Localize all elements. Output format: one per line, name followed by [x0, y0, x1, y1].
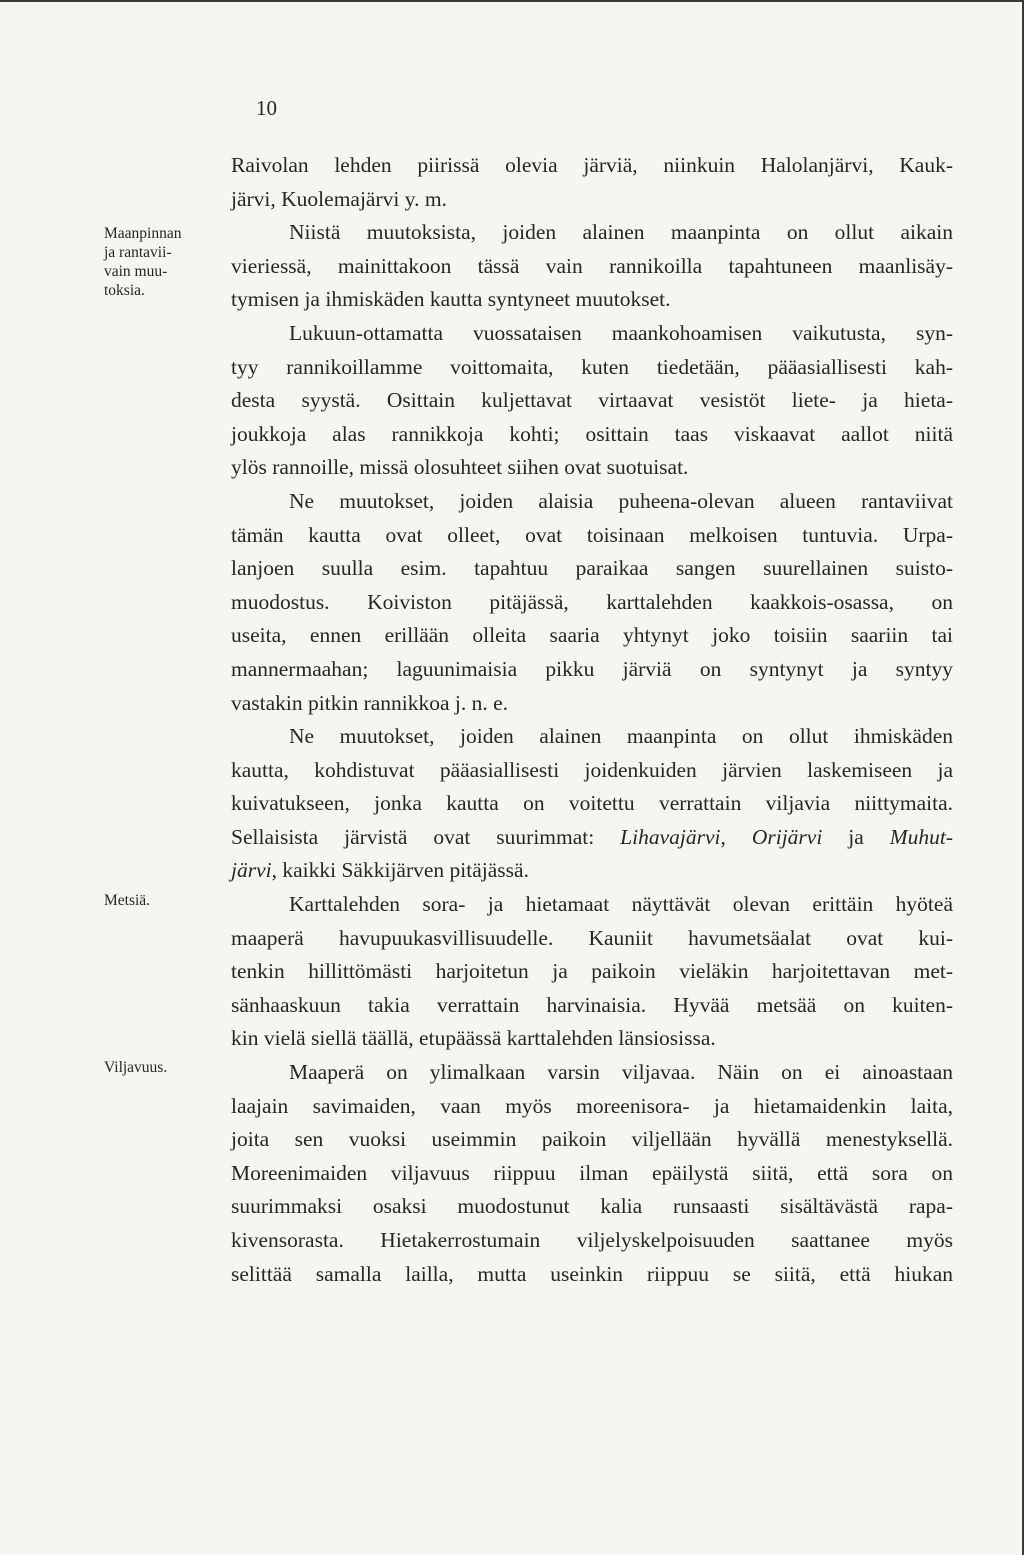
text-segment: kuivatukseen, jonka kautta on voitettu verrattain viljavia niittymaita. — [231, 791, 953, 816]
text-segment: desta syystä. Osittain kuljettavat virtaavat vesistöt liete- ja hieta- — [231, 388, 953, 413]
text-line — [231, 552, 953, 586]
text-line — [231, 149, 953, 183]
text-line — [231, 854, 953, 888]
text-line — [231, 1157, 953, 1191]
text-line — [231, 384, 953, 418]
text-line — [231, 586, 953, 620]
text-segment: , kaikki Säkkijärven pitäjässä. — [271, 858, 529, 883]
text-segment: Maaperä on ylimalkaan varsin viljavaa. Näin on ei ainoastaan — [289, 1060, 953, 1085]
text-segment: tyy rannikoillamme voittomaita, kuten tiedetään, pääasiallisesti kah- — [231, 354, 953, 379]
text-line — [231, 787, 953, 821]
text-segment: Niistä muutoksista, joiden alainen maanpinta on ollut aikain — [289, 220, 953, 245]
text-line — [231, 183, 953, 217]
text-segment: Karttalehden sora- ja hietamaat näyttävät olevan erittäin hyöteä — [289, 892, 953, 917]
margin-note-line: ja rantavii- — [104, 244, 172, 261]
body-text — [231, 149, 953, 1291]
text-segment: tymisen ja ihmiskäden kautta syntyneet muutokset. — [231, 287, 671, 312]
text-line — [231, 989, 953, 1023]
text-line — [231, 418, 953, 452]
margin-note-line: Maanpinnan — [104, 225, 182, 242]
text-line — [231, 653, 953, 687]
text-segment: muodostus. Koiviston pitäjässä, karttalehden kaakkois-osassa, on — [231, 589, 953, 614]
text-segment: joukkoja alas rannikkoja kohti; osittain taas viskaavat aallot niitä — [231, 421, 953, 446]
page-number: 10 — [256, 96, 277, 120]
text-segment: mannermaahan; laguunimaisia pikku järviä on syntynyt ja syntyy — [231, 656, 953, 681]
text-line — [231, 317, 953, 351]
text-segment: vastakin pitkin rannikkoa j. n. e. — [231, 690, 509, 715]
text-line — [231, 1258, 953, 1292]
margin-note-coastline — [104, 224, 229, 300]
italic-lake-name: Muhut- — [889, 824, 953, 849]
text-segment: kautta, kohdistuvat pääasiallisesti joidenkuiden järvien laskemiseen ja — [231, 757, 953, 782]
text-segment: järvi, Kuolemajärvi y. m. — [231, 186, 447, 211]
text-line — [231, 485, 953, 519]
text-line — [231, 1123, 953, 1157]
text-segment: ja — [822, 824, 890, 849]
text-line — [231, 687, 953, 721]
text-segment: kin vielä siellä täällä, etupäässä karttalehden länsiosissa. — [231, 1026, 716, 1051]
italic-lake-name: Orijärvi — [751, 824, 823, 849]
text-segment: ylös rannoille, missä olosuhteet siihen ovat suotuisat. — [231, 455, 689, 480]
italic-lake-name: järvi — [231, 858, 272, 883]
text-segment: joita sen vuoksi useimmin paikoin viljellään hyvällä menestyksellä. — [231, 1127, 953, 1152]
text-line — [231, 216, 953, 250]
text-line — [231, 888, 953, 922]
text-line — [231, 1022, 953, 1056]
text-segment: Raivolan lehden piirissä olevia järviä, niinkuin Halolanjärvi, Kauk- — [231, 153, 953, 177]
text-line — [231, 351, 953, 385]
text-line — [231, 1056, 953, 1090]
text-segment: , — [720, 824, 752, 849]
text-line — [231, 720, 953, 754]
text-line — [231, 955, 953, 989]
text-segment: Sellaisista järvistä ovat suurimmat: — [231, 824, 621, 849]
text-line — [231, 283, 953, 317]
text-segment: kivensorasta. Hietakerrostumain viljelyskelpoisuuden saattanee myös — [231, 1228, 953, 1252]
text-line — [231, 1224, 953, 1258]
text-line — [231, 754, 953, 788]
margin-note-forests — [104, 891, 229, 910]
margin-note-fertility — [104, 1058, 229, 1077]
text-segment: suurimmaksi osaksi muodostunut kalia runsaasti sisältävästä rapa- — [231, 1194, 953, 1219]
text-line — [231, 619, 953, 653]
margin-note-line: vain muu- — [104, 263, 168, 280]
text-segment: Ne muutokset, joiden alainen maanpinta on ollut ihmiskäden — [289, 724, 953, 749]
text-segment: sänhaaskuun takia verrattain harvinaisia. Hyvää metsää on kuiten- — [231, 992, 953, 1017]
text-segment: tenkin hillittömästi harjoitetun ja paikoin vieläkin harjoitettavan met- — [231, 959, 953, 984]
text-segment: vieriessä, mainittakoon tässä vain rannikoilla tapahtuneen maanlisäy- — [231, 253, 953, 278]
text-line — [231, 519, 953, 553]
text-line — [231, 1090, 953, 1124]
text-line — [231, 250, 953, 284]
margin-note-line: Viljavuus. — [104, 1059, 168, 1076]
margin-note-line: Metsiä. — [104, 892, 151, 909]
text-segment: Lukuun-ottamatta vuossataisen maankohoamisen vaikutusta, syn- — [289, 320, 953, 345]
text-segment: maaperä havupuukasvillisuudelle. Kauniit havumetsäalat ovat kui- — [231, 925, 953, 950]
margin-note-line: toksia. — [104, 282, 145, 299]
text-segment: laajain savimaiden, vaan myös moreenisora- ja hietamaidenkin laita, — [231, 1093, 953, 1118]
text-line — [231, 821, 953, 855]
text-segment: useita, ennen erillään olleita saaria yhtynyt joko toisiin saariin tai — [231, 623, 953, 648]
text-segment: selittää samalla lailla, mutta useinkin riippuu se siitä, että hiukan — [231, 1261, 953, 1286]
text-segment: Ne muutokset, joiden alaisia puheena-olevan alueen rantaviivat — [289, 488, 953, 513]
text-line — [231, 451, 953, 485]
text-line — [231, 922, 953, 956]
text-segment: tämän kautta ovat olleet, ovat toisinaan melkoisen tuntuvia. Urpa- — [231, 522, 953, 547]
text-line — [231, 1190, 953, 1224]
italic-lake-name: Lihavajärvi — [620, 824, 721, 849]
text-segment: lanjoen suulla esim. tapahtuu paraikaa sangen suurellainen suisto- — [231, 556, 953, 581]
text-segment: Moreenimaiden viljavuus riippuu ilman epäilystä siitä, että sora on — [231, 1160, 953, 1185]
